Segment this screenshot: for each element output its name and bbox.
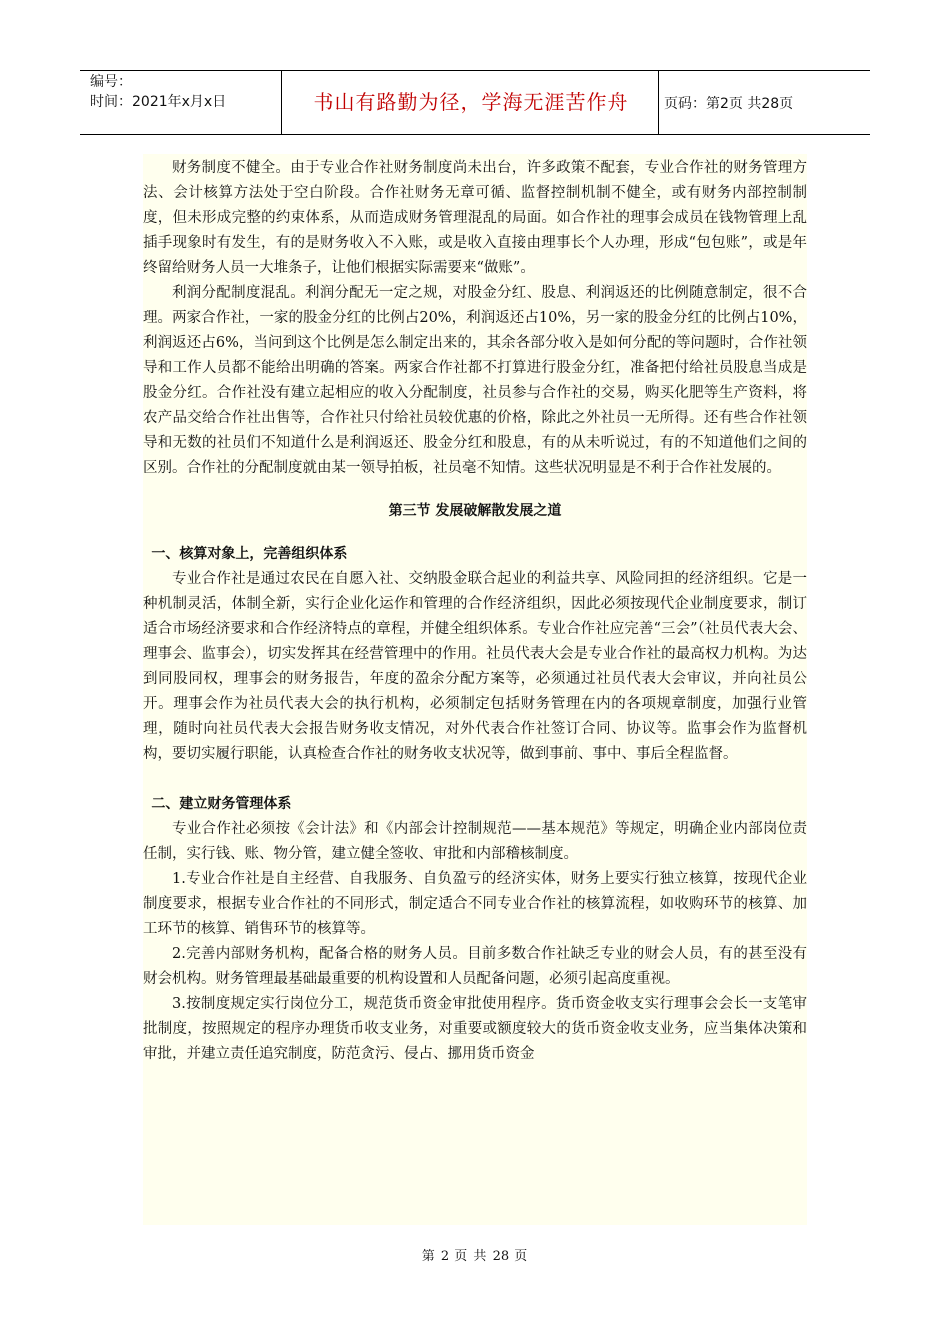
spacer (143, 481, 807, 499)
paragraph-finance-system: 财务制度不健全。由于专业合作社财务制度尚未出台，许多政策不配套，专业合作社的财务管理方法、会计核算方法处于空白阶段。合作社财务无章可循、监督控制机制不健全，或有财务内部控制制度，但未形成完整的约束体系，从而造成财务管理混乱的局面。如合作社的理事会成员在钱物管理上乱插手现象时有发生，有的是财务收入不入账，或是收入直接由理事长个人办理，形成“包包账”，或是年终留给财务人员一大堆条子，让他们根据实际需要来“做账”。 (143, 160, 807, 276)
subsection-title-1: 一、核算对象上，完善组织体系 (151, 546, 348, 562)
footer-page-number: 2 (440, 1249, 450, 1264)
document-number-label: 编号： (90, 74, 132, 90)
list-item-3: 3.按制度规定实行岗位分工，规范货币资金审批使用程序。货币资金收支实行理事会会长一支笔审批制度，按照规定的程序办理货币收支业务，对重要或额度较大的货币资金收支业务，应当集体决策和审批，并建立责任追究制度，防范贪污、侵占、挪用货币资金 (143, 996, 807, 1062)
header-motto: 书山有路勤为径，学海无涯苦作舟 (313, 90, 629, 114)
header-meta (90, 72, 226, 112)
subsection-title-2: 二、建立财务管理体系 (151, 796, 292, 812)
footer-middle: 页 共 (454, 1249, 488, 1264)
header-top-rule (80, 70, 870, 71)
document-date: 时间：2021年x月x日 (90, 94, 227, 110)
paragraph-finance-intro: 专业合作社必须按《会计法》和《内部会计控制规范——基本规范》等规定，明确企业内部岗位责任制，实行钱、账、物分管，建立健全签收、审批和内部稽核制度。 (143, 821, 807, 862)
page-footer (0, 1245, 950, 1264)
spacer (143, 767, 807, 792)
header-page-info: 页码：第2页 共28页 (664, 96, 794, 112)
spacer (143, 524, 807, 542)
header-bottom-rule (80, 134, 870, 135)
document-body (143, 154, 807, 1225)
footer-suffix: 页 (514, 1249, 529, 1264)
paragraph-profit-distribution: 利润分配制度混乱。利润分配无一定之规，对股金分红、股息、利润返还的比例随意制定，很不合理。两家合作社，一家的股金分红的比例占20%，利润返还占10%，另一家的股金分红的比例占10%，利润返还占6%，当问到这个比例是怎么制定出来的，其余各部分收入是如何分配的等问题时，合作社领导和工作人员都不能给出明确的答案。两家合作社都不打算进行股金分红，准备把付给社员股息当成是股金分红。合作社没有建立起相应的收入分配制度，社员参与合作社的交易，购买化肥等生产资料，将农产品交给合作社出售等，合作社只付给社员较优惠的价格，除此之外社员一无所得。还有些合作社领导和无数的社员们不知道什么是利润返还、股金分红和股息，有的从未听说过，有的不知道他们之间的区别。合作社的分配制度就由某一领导拍板，社员毫不知情。这些状况明显是不利于合作社发展的。 (143, 285, 807, 476)
paragraph-organization: 专业合作社是通过农民在自愿入社、交纳股金联合起业的利益共享、风险同担的经济组织。它是一种机制灵活，体制全新，实行企业化运作和管理的合作经济组织，因此必须按现代企业制度要求，制订适合市场经济要求和合作经济特点的章程，并健全组织体系。专业合作社应完善“三会”（社员代表大会、理事会、监事会），切实发挥其在经营管理中的作用。社员代表大会是专业合作社的最高权力机构。为达到同股同权，理事会的财务报告，年度的盈余分配方案等，必须通过社员代表大会审议，并向社员公开。理事会作为社员代表大会的执行机构，必须制定包括财务管理在内的各项规章制度，加强行业管理，随时向社员代表大会报告财务收支情况，对外代表合作社签订合同、协议等。监事会作为监督机构，要切实履行职能，认真检查合作社的财务收支状况等，做到事前、事中、事后全程监督。 (143, 571, 807, 762)
footer-total-pages: 28 (492, 1249, 510, 1264)
header-divider-right (658, 70, 659, 134)
list-item-1: 1.专业合作社是自主经营、自我服务、自负盈亏的经济实体，财务上要实行独立核算，按现代企业制度要求，根据专业合作社的不同形式，制定适合不同专业合作社的核算流程，如收购环节的核算、加工环节的核算、销售环节的核算等。 (143, 871, 807, 937)
list-item-2: 2.完善内部财务机构，配备合格的财务人员。目前多数合作社缺乏专业的财会人员，有的甚至没有财会机构。财务管理最基础最重要的机构设置和人员配备问题，必须引起高度重视。 (143, 946, 807, 987)
header-divider-left (281, 70, 282, 134)
footer-prefix: 第 (421, 1249, 436, 1264)
section-title: 第三节 发展破解散发展之道 (388, 503, 562, 519)
